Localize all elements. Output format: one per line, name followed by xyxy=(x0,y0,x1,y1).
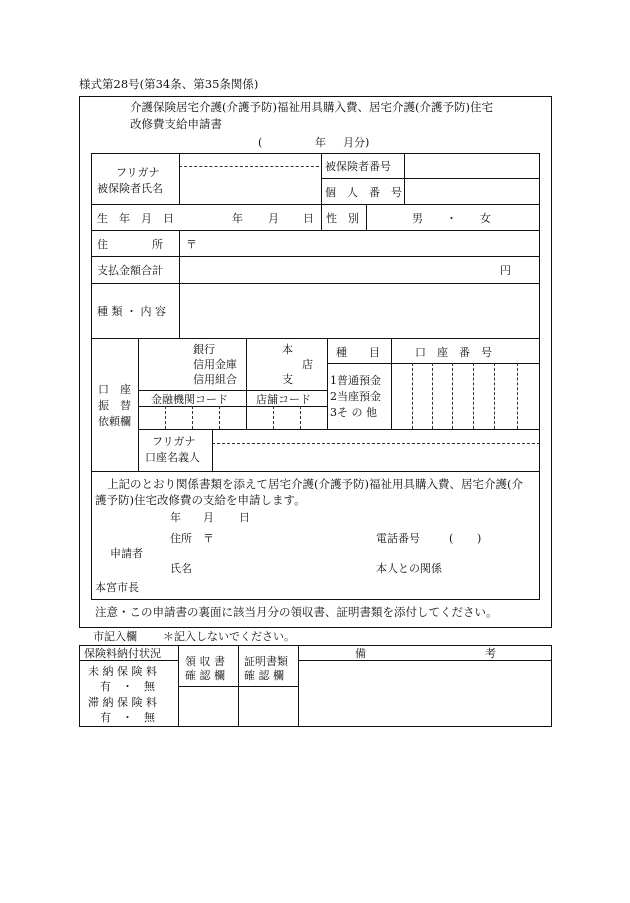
declaration-line2: 護予防)住宅改修費の支給を申請します。 xyxy=(95,493,306,507)
account-kind-header: 種 目 xyxy=(336,346,380,359)
city-use-title: 市記入欄 xyxy=(93,630,137,643)
branch-code-label: 店舗コード xyxy=(256,393,311,406)
remarks-label-1: 備 xyxy=(355,647,366,660)
account-number-header: 口 座 番 号 xyxy=(415,346,492,359)
insured-number-label: 被保険者番号 xyxy=(325,160,391,173)
bank-section-label-1: 口 座 xyxy=(98,383,131,396)
insured-name-label: 被保険者氏名 xyxy=(97,182,163,195)
form-title-line1: 介護保険居宅介護(介護予防)福祉用具購入費、居宅介護(介護予防)住宅 xyxy=(130,100,493,114)
phone-paren-close: ) xyxy=(477,532,482,545)
delinquent-choice[interactable]: 有 ・ 無 xyxy=(100,711,155,724)
branch-type-hon: 本 xyxy=(282,343,293,356)
branch-type-shi: 支 xyxy=(282,373,293,386)
holder-name-field[interactable] xyxy=(214,445,538,469)
yen-unit: 円 xyxy=(500,264,511,277)
bank-section-label-2: 振 替 xyxy=(98,399,131,412)
phone-label: 電話番号 xyxy=(376,532,420,545)
declaration-month: 月 xyxy=(203,511,214,524)
declaration-year: 年 xyxy=(170,511,181,524)
payment-total-label: 支払金額合計 xyxy=(97,264,163,277)
sex-male[interactable]: 男 xyxy=(412,212,423,225)
insured-number-field[interactable] xyxy=(406,155,538,177)
relation-label: 本人との関係 xyxy=(376,562,442,575)
cert-check-label-2: 確 認 欄 xyxy=(244,669,284,682)
payment-status-header: 保険料納付状況 xyxy=(84,647,161,660)
delinquent-label: 滞 納 保 険 料 xyxy=(88,696,157,709)
sex-female[interactable]: 女 xyxy=(480,212,491,225)
type-content-label: 種 類 ・ 内 容 xyxy=(97,305,166,318)
sex-label: 性 別 xyxy=(326,212,359,225)
declaration-day: 日 xyxy=(239,511,250,524)
address-field[interactable] xyxy=(200,232,538,254)
account-kind-current[interactable]: 2当座預金 xyxy=(330,390,381,403)
birth-year: 年 xyxy=(232,212,243,225)
period-year: 年 xyxy=(315,136,326,149)
applicant-label: 申請者 xyxy=(110,547,143,560)
unpaid-label: 未 納 保 険 料 xyxy=(88,665,157,678)
account-kind-ordinary[interactable]: 1普通預金 xyxy=(330,374,381,387)
branch-type-ten: 店 xyxy=(302,358,313,371)
payment-total-field[interactable] xyxy=(181,258,491,281)
institution-code-label: 金融機関コード xyxy=(151,393,228,406)
form-number: 様式第28号(第34条、第35条関係) xyxy=(79,77,259,91)
city-use-instruction: ＊記入しないでください。 xyxy=(163,630,295,643)
address-postal-mark: 〒 xyxy=(186,238,197,251)
applicant-name-label: 氏名 xyxy=(170,562,192,575)
bank-section-label-3: 依頼欄 xyxy=(98,415,131,428)
bank-type-kumiai: 信用組合 xyxy=(193,373,237,386)
remarks-label-2: 考 xyxy=(485,647,496,660)
birth-day: 日 xyxy=(303,212,314,225)
unpaid-choice[interactable]: 有 ・ 無 xyxy=(100,680,155,693)
receipt-check-label-2: 確 認 欄 xyxy=(185,669,225,682)
form-title-line2: 改修費支給申請書 xyxy=(130,117,222,131)
cert-check-label-1: 証明書類 xyxy=(244,655,288,668)
insured-name-field[interactable] xyxy=(181,168,319,202)
birth-month: 月 xyxy=(268,212,279,225)
applicant-address-label: 住所 〒 xyxy=(170,532,214,545)
personal-number-label: 個 人 番 号 xyxy=(325,186,402,199)
holder-name-label: 口座名義人 xyxy=(145,451,200,464)
address-label: 住 所 xyxy=(97,238,163,251)
declaration-line1: 上記のとおり関係書類を添えて居宅介護(介護予防)福祉用具購入費、居宅介護(介 xyxy=(107,477,523,491)
type-content-field[interactable] xyxy=(181,285,538,336)
mayor-label: 本宮市長 xyxy=(95,581,139,594)
receipt-check-label-1: 領 収 書 xyxy=(185,655,225,668)
period-open: ( xyxy=(258,136,263,149)
bank-type-shinkin: 信用金庫 xyxy=(193,358,237,371)
furigana-label: フリガナ xyxy=(116,166,160,179)
sex-separator: ・ xyxy=(446,212,457,225)
account-kind-other[interactable]: 3そ の 他 xyxy=(330,406,377,419)
period-month: 月分) xyxy=(343,136,370,149)
bank-type-bank: 銀行 xyxy=(193,343,215,356)
personal-number-field[interactable] xyxy=(406,180,538,203)
phone-paren-open: ( xyxy=(449,532,454,545)
holder-furigana-label: フリガナ xyxy=(152,435,196,448)
birth-date-label: 生 年 月 日 xyxy=(97,212,174,225)
holder-furigana-field[interactable] xyxy=(214,431,538,442)
attachment-note: 注意・この申請書の裏面に該当月分の領収書、証明書類を添付してください。 xyxy=(95,605,498,619)
